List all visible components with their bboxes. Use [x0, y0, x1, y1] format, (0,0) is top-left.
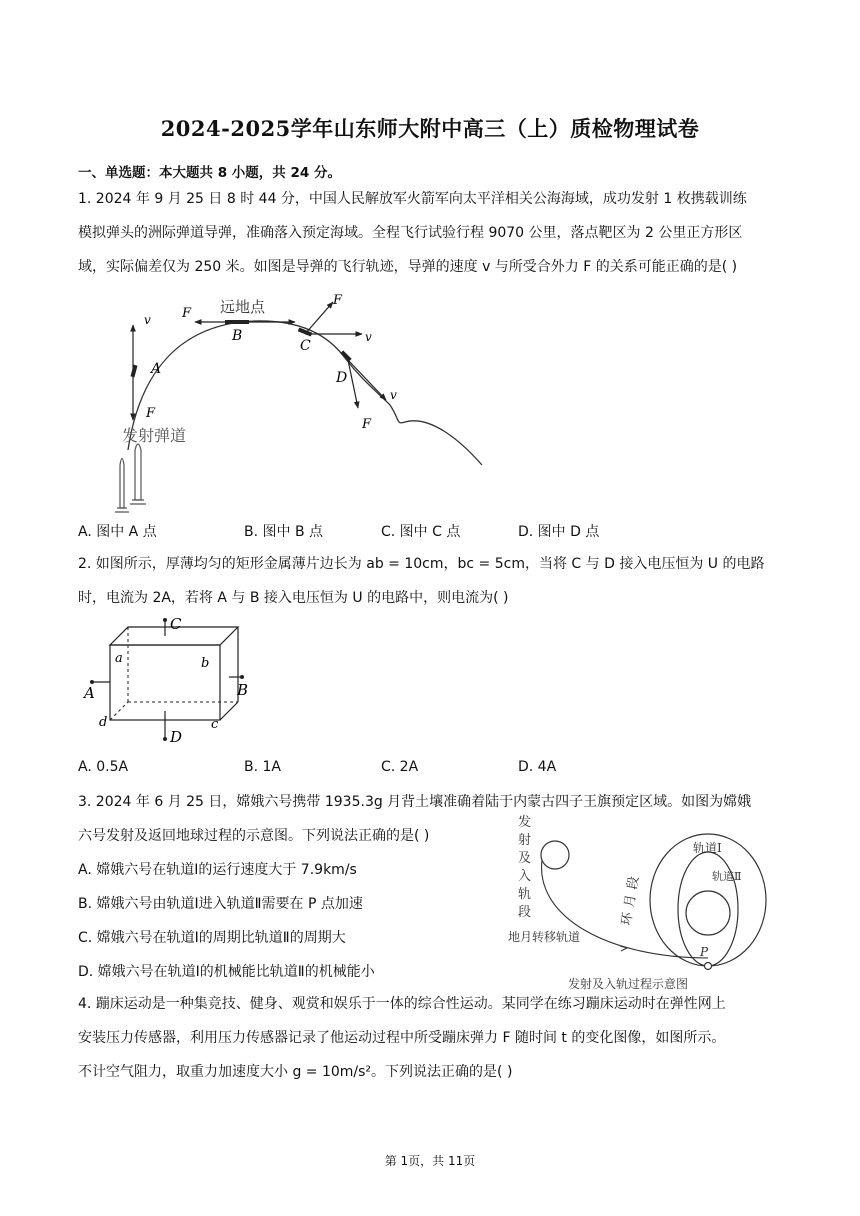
q2-line-1: 2. 如图所示，厚薄均匀的矩形金属薄片边长为 ab = 10cm，bc = 5cm，当将 C 与 D 接入电压恒为 U 的电路	[78, 556, 765, 572]
orbit-1-label: 轨道Ⅰ	[693, 841, 722, 855]
q1-label-v-a: v	[144, 313, 151, 327]
q3-figure-caption: 发射及入轨过程示意图	[568, 977, 689, 991]
svg-text:轨: 轨	[518, 887, 532, 902]
q1-label-a: A	[151, 361, 162, 377]
svg-text:射: 射	[518, 833, 532, 848]
q1-label-f-a: F	[146, 406, 156, 421]
q1-label-b: B	[232, 328, 243, 344]
launch-vertical-label	[518, 815, 531, 920]
q3-option-c: C. 嫦娥六号在轨道Ⅰ的周期比轨道Ⅱ的周期大	[78, 930, 346, 946]
q3-option-d: D. 嫦娥六号在轨道Ⅰ的机械能比轨道Ⅱ的机械能小	[78, 964, 375, 980]
section-heading: 一、单选题：本大题共 8 小题，共 24 分。	[78, 165, 341, 181]
q4-line-1: 4. 蹦床运动是一种集竞技、健身、观赏和娱乐于一体的综合性运动。某同学在练习蹦床运动时在弹性网上	[78, 996, 726, 1012]
q1-option-c: C. 图中 C 点	[381, 524, 461, 540]
q1-line-1: 1. 2024 年 9 月 25 日 8 时 44 分，中国人民解放军火箭军向太平洋相关公海海域，成功发射 1 枚携载训练	[78, 191, 747, 207]
q3-option-a: A. 嫦娥六号在轨道Ⅰ的运行速度大于 7.9km/s	[78, 862, 357, 878]
q1-trajectory-figure	[100, 290, 500, 515]
q2-label-c-top: C	[170, 615, 182, 633]
q1-option-d: D. 图中 D 点	[518, 524, 600, 540]
svg-text:及: 及	[518, 851, 532, 866]
q2-option-a: A. 0.5A	[78, 759, 129, 775]
q1-label-d: D	[336, 370, 348, 386]
q4-line-3: 不计空气阻力，取重力加速度大小 g = 10m/s²。下列说法正确的是( )	[78, 1064, 513, 1080]
q1-label-f-c: F	[333, 293, 343, 308]
q3-orbit-figure	[500, 808, 770, 993]
q4-line-2: 安装压力传感器，利用压力传感器记录了他运动过程中所受蹦床弹力 F 随时间 t 的变化图像，如图所示。	[78, 1030, 726, 1046]
orbit-2-label: 轨道Ⅱ	[712, 870, 742, 883]
q3-option-b: B. 嫦娥六号由轨道Ⅰ进入轨道Ⅱ需要在 P 点加速	[78, 896, 363, 912]
q1-option-b: B. 图中 B 点	[244, 524, 324, 540]
svg-text:段: 段	[518, 905, 532, 920]
q1-line-3: 域，实际偏差仅为 250 米。如图是导弹的飞行轨迹，导弹的速度 v 与所受合外力 F 的关系可能正确的是( )	[78, 259, 738, 275]
q1-label-c: C	[300, 338, 311, 354]
q3-line-2: 六号发射及返回地球过程的示意图。下列说法正确的是( )	[78, 828, 430, 844]
q2-option-b: B. 1A	[244, 759, 281, 775]
q2-metal-plate-figure	[80, 615, 260, 750]
q2-label-b: b	[201, 656, 210, 671]
q2-option-c: C. 2A	[381, 759, 419, 775]
svg-text:段: 段	[625, 875, 643, 891]
q2-label-d-bottom: D	[170, 728, 183, 746]
q2-label-a: a	[115, 651, 123, 666]
q1-launch-label: 发射弹道	[122, 426, 187, 445]
q1-apogee-label: 远地点	[220, 298, 266, 316]
q1-label-f-d: F	[362, 417, 372, 432]
transfer-orbit-label: 地月转移轨道	[508, 930, 581, 944]
svg-text:月: 月	[622, 893, 640, 909]
q1-label-f-b: F	[182, 306, 192, 321]
point-p-marker	[705, 963, 712, 970]
lunar-segment-label	[619, 875, 642, 926]
q2-line-2: 时，电流为 2A，若将 A 与 B 接入电压恒为 U 的电路中，则电流为( )	[78, 590, 509, 606]
earth-circle	[541, 841, 569, 869]
q2-label-d: d	[99, 715, 108, 730]
svg-text:发: 发	[518, 815, 532, 830]
q2-label-b-right: B	[237, 681, 249, 699]
q2-option-d: D. 4A	[518, 759, 557, 775]
q1-label-v-d: v	[390, 388, 397, 402]
q3-line-1: 3. 2024 年 6 月 25 日，嫦娥六号携带 1935.3g 月背土壤准确着陆于内蒙古四子王旗预定区域。如图为嫦娥	[78, 794, 752, 810]
svg-text:环: 环	[619, 911, 637, 927]
q2-label-c: c	[211, 717, 219, 732]
q1-line-2: 模拟弹头的洲际弹道导弹，准确落入预定海域。全程飞行试验行程 9070 公里，落点靶区为 2 公里正方形区	[78, 225, 743, 241]
q1-option-a: A. 图中 A 点	[78, 524, 157, 540]
q2-label-a-left: A	[84, 684, 95, 702]
point-p-label: P	[700, 945, 709, 959]
q1-label-v-c: v	[365, 330, 372, 344]
page-footer: 第 1页，共 11页	[384, 1154, 476, 1168]
svg-text:入: 入	[518, 869, 532, 884]
page-title: 2024-2025学年山东师大附中高三（上）质检物理试卷	[160, 116, 700, 141]
missile-icon	[115, 444, 146, 512]
moon-circle	[686, 891, 730, 935]
